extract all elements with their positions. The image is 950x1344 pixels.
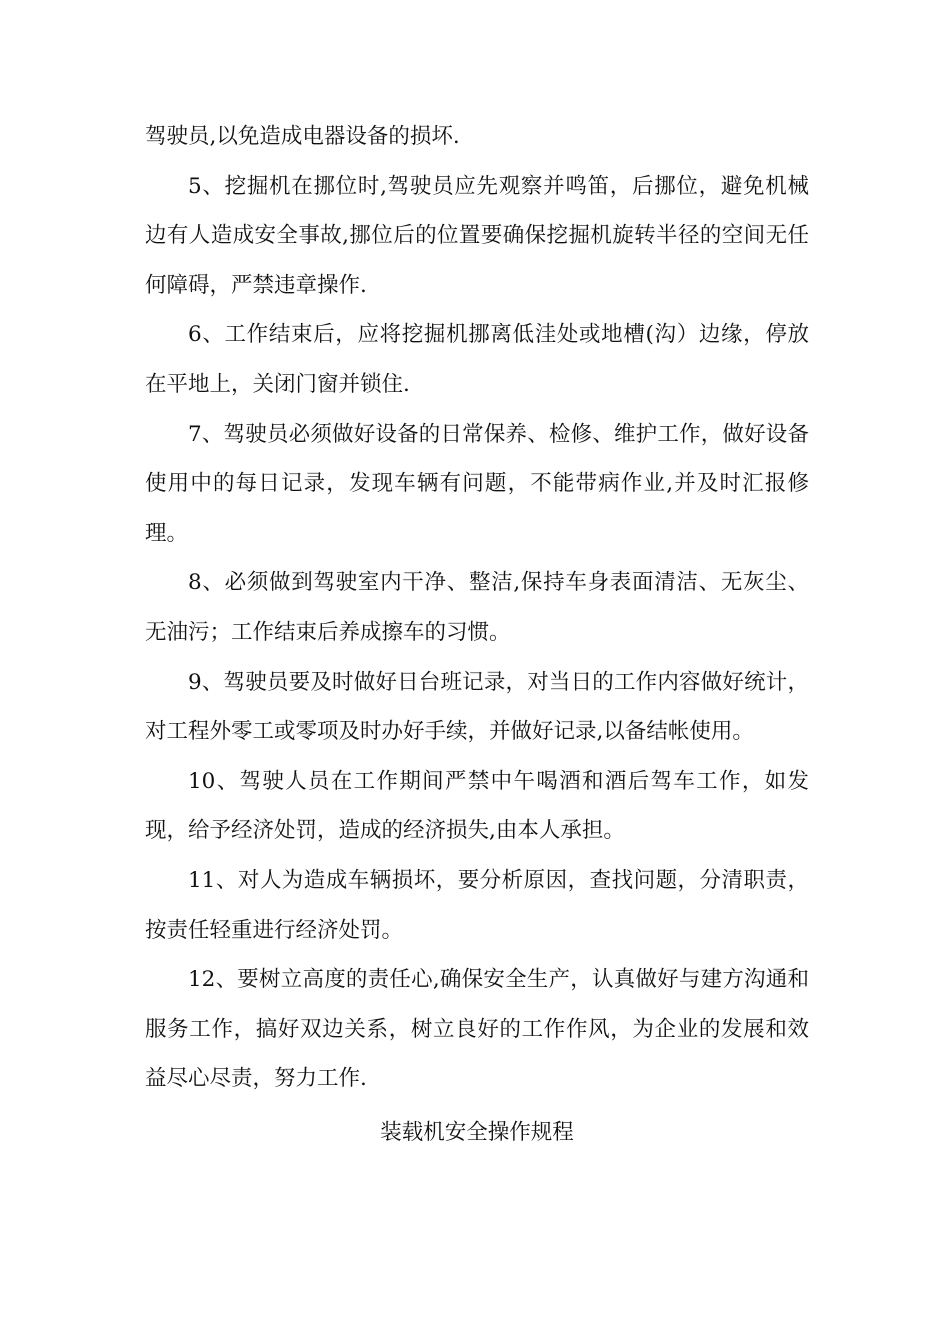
paragraph-item-10: 10、驾驶人员在工作期间严禁中午喝酒和酒后驾车工作，如发现，给予经济处罚，造成的经济损失,由本人承担。	[145, 768, 809, 844]
paragraph-item-9: 9、驾驶员要及时做好日台班记录，对当日的工作内容做好统计，对工程外零工或零项及时办好手续，并做好记录,以备结帐使用。	[145, 669, 809, 745]
paragraph-item-7: 7、驾驶员必须做好设备的日常保养、检修、维护工作，做好设备使用中的每日记录，发现车辆有问题，不能带病作业,并及时汇报修理。	[145, 421, 809, 546]
paragraph-item-11: 11、对人为造成车辆损坏，要分析原因，查找问题，分清职责，按责任轻重进行经济处罚。	[145, 867, 809, 943]
body-text	[145, 112, 809, 1104]
paragraph-item-12: 12、要树立高度的责任心,确保安全生产，认真做好与建方沟通和服务工作，搞好双边关系，树立良好的工作作风，为企业的发展和效益尽心尽责，努力工作.	[145, 967, 809, 1092]
paragraph-continuation: 驾驶员,以免造成电器设备的损坏.	[145, 124, 460, 149]
section-heading: 装载机安全操作规程	[380, 1120, 574, 1145]
paragraph-item-5: 5、挖掘机在挪位时,驾驶员应先观察并鸣笛，后挪位，避免机械边有人造成安全事故,挪位后的位置要确保挖掘机旋转半径的空间无任何障碍，严禁违章操作.	[145, 173, 809, 298]
paragraph-item-6: 6、工作结束后，应将挖掘机挪离低洼处或地槽(沟）边缘，停放在平地上，关闭门窗并锁住.	[145, 322, 809, 397]
paragraph-item-8: 8、必须做到驾驶室内干净、整洁,保持车身表面清洁、无灰尘、无油污；工作结束后养成擦车的习惯。	[145, 570, 809, 645]
